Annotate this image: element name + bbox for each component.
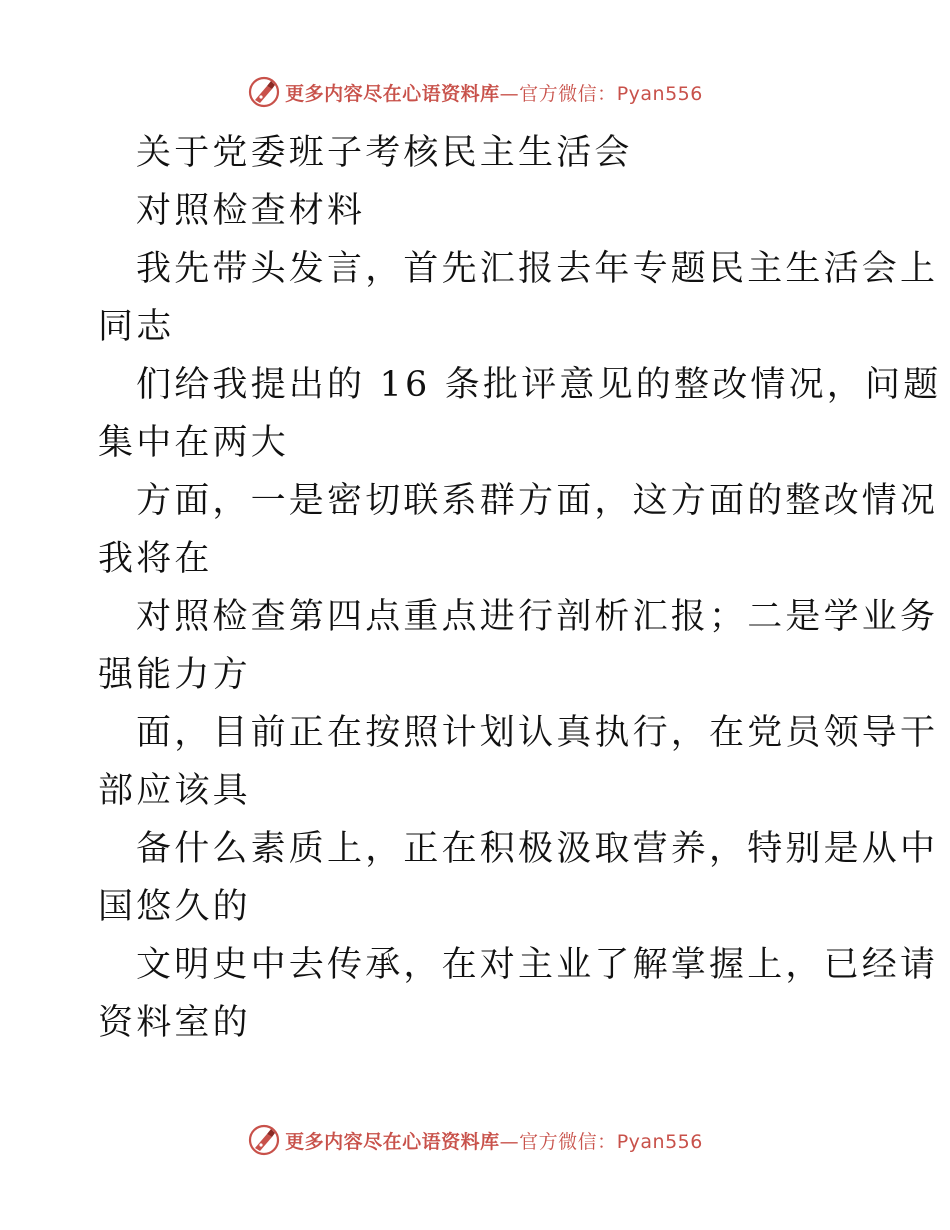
document-title-line-2: 对照检查材料 bbox=[136, 191, 366, 231]
document-line: 们给我提出的 16 条批评意见的整改情况，问题 bbox=[136, 365, 942, 405]
watermark-separator: — bbox=[499, 82, 520, 105]
document-title-line-1: 关于党委班子考核民主生活会 bbox=[136, 133, 633, 173]
document-line: 同志 bbox=[98, 307, 175, 347]
header-watermark bbox=[0, 72, 950, 112]
document-body bbox=[98, 124, 942, 1052]
document-line: 国悠久的 bbox=[98, 887, 251, 927]
document-line: 集中在两大 bbox=[98, 423, 290, 463]
pen-nib-icon bbox=[247, 75, 281, 109]
pen-nib-icon bbox=[247, 1123, 281, 1157]
watermark-brand: 更多内容尽在心语资料库 bbox=[285, 1130, 500, 1153]
document-line: 我将在 bbox=[98, 539, 213, 579]
watermark-separator: — bbox=[499, 1130, 520, 1153]
watermark-official-label: 官方微信： bbox=[519, 82, 617, 105]
watermark-handle: Pyan556 bbox=[616, 82, 703, 105]
watermark-brand: 更多内容尽在心语资料库 bbox=[285, 82, 500, 105]
document-line: 面，目前正在按照计划认真执行，在党员领导干 bbox=[136, 713, 939, 753]
document-paragraph bbox=[98, 240, 942, 1052]
document-line: 对照检查第四点重点进行剖析汇报；二是学业务 bbox=[136, 597, 939, 637]
document-line: 方面，一是密切联系群方面，这方面的整改情况 bbox=[136, 481, 939, 521]
watermark-text bbox=[285, 1127, 703, 1154]
document-line: 强能力方 bbox=[98, 655, 251, 695]
document-line: 资料室的 bbox=[98, 1003, 251, 1043]
footer-watermark bbox=[0, 1120, 950, 1160]
document-line: 文明史中去传承，在对主业了解掌握上，已经请 bbox=[136, 945, 939, 985]
document-line: 我先带头发言，首先汇报去年专题民主生活会上 bbox=[136, 249, 939, 289]
watermark-handle: Pyan556 bbox=[616, 1130, 703, 1153]
watermark-text bbox=[285, 79, 703, 106]
watermark-official-label: 官方微信： bbox=[519, 1130, 617, 1153]
document-line: 部应该具 bbox=[98, 771, 251, 811]
document-line: 备什么素质上，正在积极汲取营养，特别是从中 bbox=[136, 829, 939, 869]
